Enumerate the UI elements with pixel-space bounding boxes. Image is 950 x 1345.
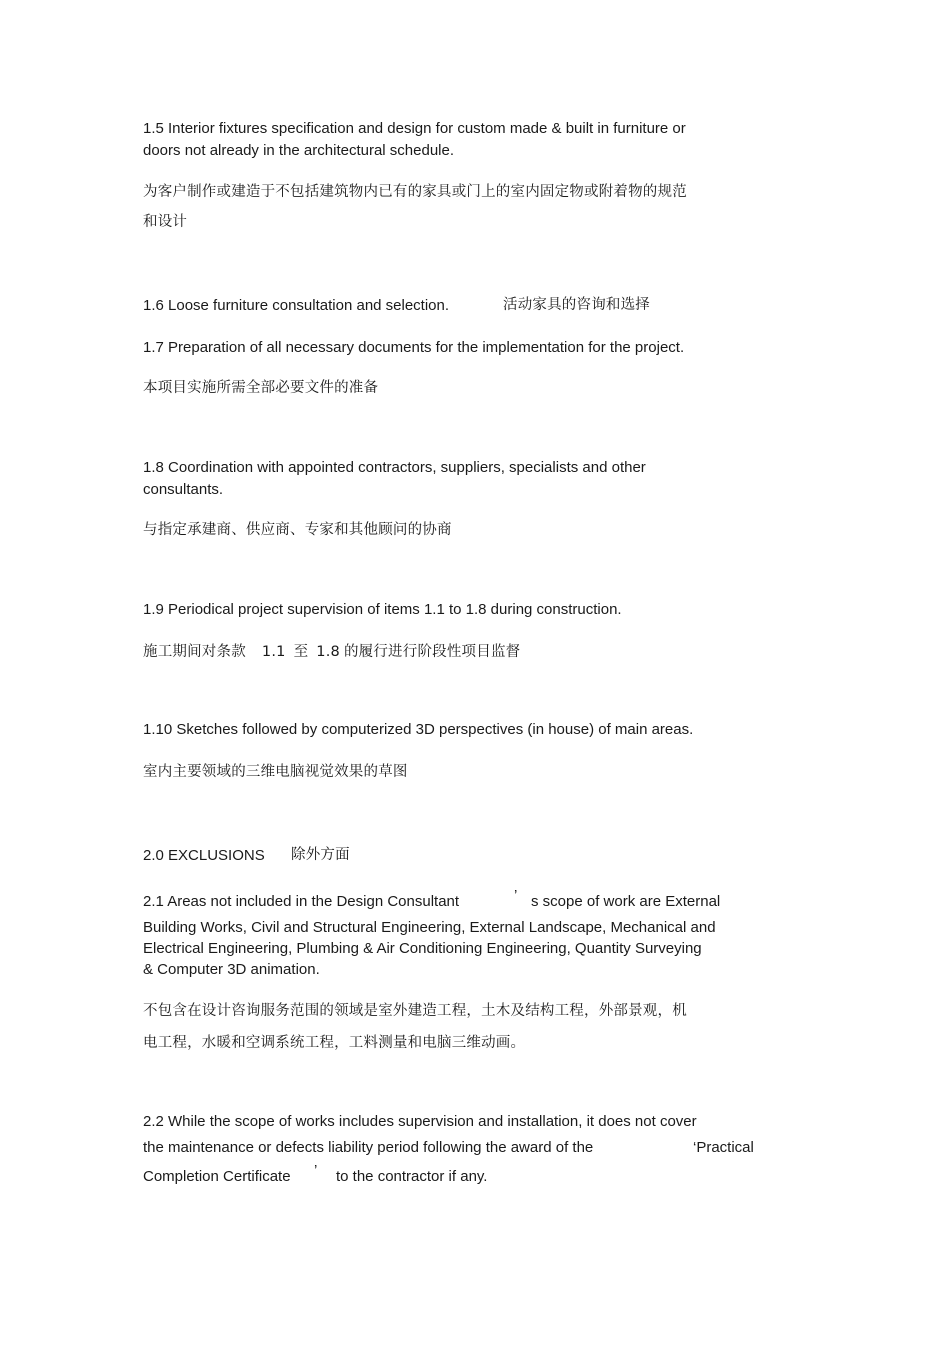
item-1-9-en: 1.9 Periodical project supervision of items 1.1 to 1.8 during construction. [143,601,622,618]
item-1-7-zh: 本项目实施所需全部必要文件的准备 [143,380,379,396]
item-2-1-en-line-1b: s scope of work are External [531,893,721,910]
item-2-1-zh-line-1: 不包含在设计咨询服务范围的领域是室外建造工程，土木及结构工程，外部景观，机 [143,1003,687,1019]
item-2-2-en-line-2b: ‘Practical [693,1139,754,1156]
item-2-2-en-line-3a: Completion Certificate [143,1168,291,1185]
item-1-9-zh [143,642,520,663]
item-2-1-en-line-1a: 2.1 Areas not included in the Design Consultant [143,893,460,910]
item-2-1-apostrophe: ’ [514,887,518,904]
item-2-1-en-line-4: & Computer 3D animation. [143,961,320,978]
item-1-5-zh-line-1: 为客户制作或建造于不包括建筑物内已有的家具或门上的室内固定物或附着物的规范 [143,184,687,200]
item-2-2-en-line-3b: to the contractor if any. [336,1168,488,1185]
item-1-6-en: 1.6 Loose furniture consultation and selection. [143,297,450,314]
item-1-7-en: 1.7 Preparation of all necessary documents for the implementation for the project. [143,339,685,356]
item-2-2-en-line-1: 2.2 While the scope of works includes supervision and installation, it does not cover [143,1113,697,1130]
item-1-8-en-line-1: 1.8 Coordination with appointed contractors, suppliers, specialists and other [143,459,646,476]
section-2-0-heading-zh: 除外方面 [291,847,350,863]
item-1-10-en: 1.10 Sketches followed by computerized 3D perspectives (in house) of main areas. [143,721,694,738]
item-1-6-zh: 活动家具的咨询和选择 [503,297,650,313]
item-2-1-zh-line-2: 电工程，水暖和空调系统工程，工料测量和电脑三维动画。 [143,1035,526,1051]
item-1-5-zh-line-2: 和设计 [143,214,188,230]
item-1-5-en-line-1: 1.5 Interior fixtures specification and design for custom made & built in furniture or [143,120,686,137]
item-2-1-en-line-3: Electrical Engineering, Plumbing & Air Conditioning Engineering, Quantity Surveying [143,940,702,957]
item-2-2-apostrophe: ’ [314,1162,318,1179]
section-2-0-heading-en: 2.0 EXCLUSIONS [143,847,265,864]
item-1-9-zh-part-1: 施工期间对条款 [143,644,246,660]
item-1-5-en-line-2: doors not already in the architectural schedule. [143,142,455,159]
item-1-9-zh-part-4: 1.8 [316,644,340,660]
item-1-9-zh-part-3: 至 [293,644,309,660]
item-1-9-zh-part-2: 1.1 [261,644,286,660]
item-1-9-zh-part-5: 的履行进行阶段性项目监督 [343,644,521,660]
item-1-10-zh: 室内主要领域的三维电脑视觉效果的草图 [143,764,408,780]
item-2-2-en-line-2a: the maintenance or defects liability period following the award of the [143,1139,594,1156]
item-1-8-zh: 与指定承建商、供应商、专家和其他顾问的协商 [143,522,452,538]
item-2-1-en-line-2: Building Works, Civil and Structural Engineering, External Landscape, Mechanical and [143,919,716,936]
item-1-8-en-line-2: consultants. [143,481,224,498]
